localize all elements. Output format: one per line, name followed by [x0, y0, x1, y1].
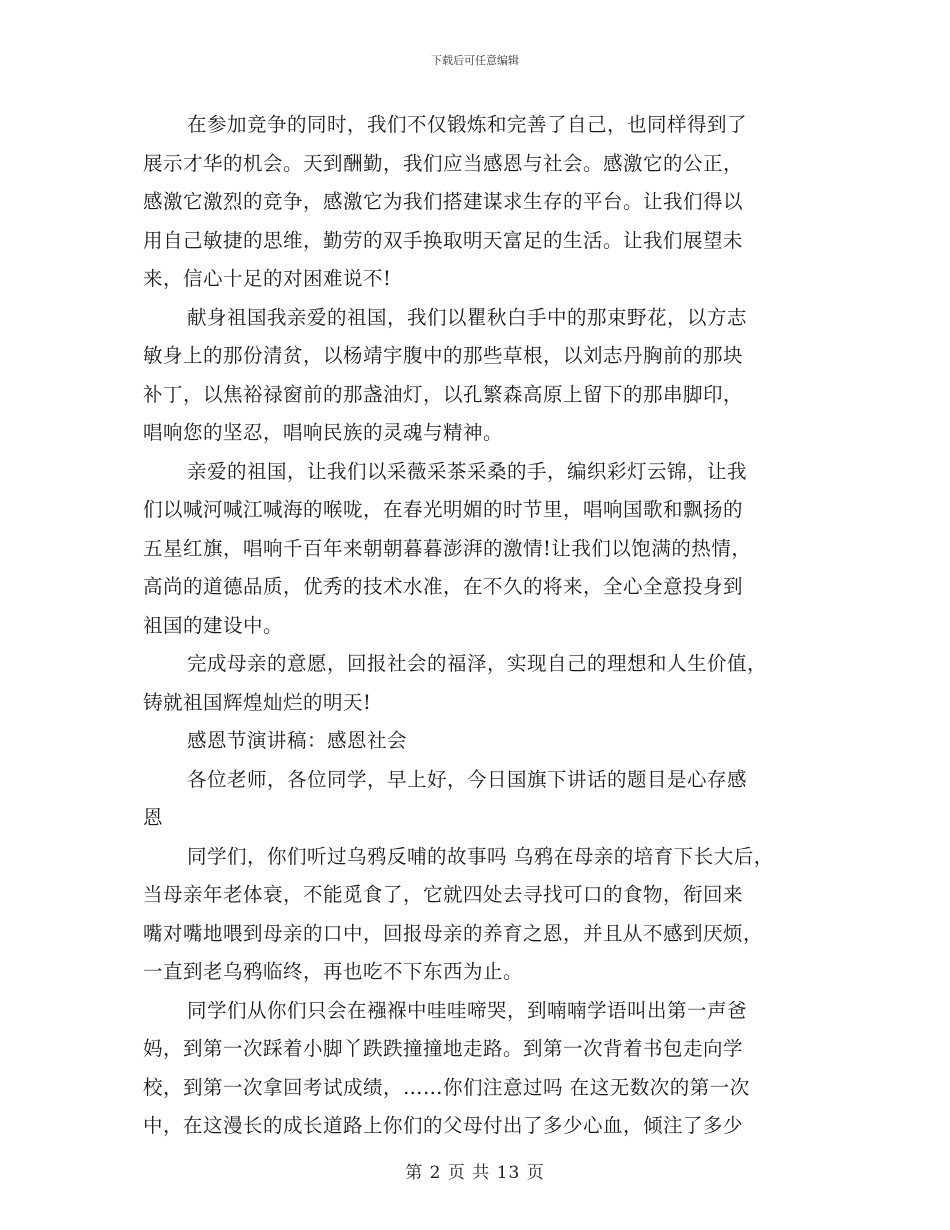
- text-line: 唱响您的坚忍，唱响民族的灵魂与精神。: [143, 421, 504, 444]
- text-line: 一直到老乌鸦临终，再也吃不下东西为止。: [143, 960, 524, 983]
- text-line: 在参加竞争的同时，我们不仅锻炼和完善了自己，也同样得到了: [187, 113, 748, 136]
- text-line: 恩: [143, 806, 164, 829]
- text-line: 用自己敏捷的思维，勤劳的双手换取明天富足的生活。让我们展望未: [143, 228, 744, 252]
- text-line: 各位老师，各位同学，早上好，今日国旗下讲话的题目是心存感: [187, 767, 748, 791]
- page-number: 第 2 页 共 13 页: [405, 1163, 545, 1183]
- text-line: 五星红旗，唱响千百年来朝朝暮暮澎湃的激情!让我们以饱满的热情，: [143, 536, 752, 560]
- page-header-note: 下载后可任意编辑: [431, 54, 519, 67]
- text-line: 来，信心十足的对困难说不!: [143, 267, 392, 290]
- text-line: 亲爱的祖国，让我们以采薇采茶采桑的手，编织彩灯云锦，让我: [187, 459, 748, 483]
- text-line: 当母亲年老体衰，不能觅食了，它就四处去寻找可口的食物，衔回来: [143, 883, 744, 906]
- text-line: 完成母亲的意愿，回报社会的福泽，实现自己的理想和人生价值，: [187, 652, 768, 675]
- text-line: 敏身上的那份清贫，以杨靖宇腹中的那些草根，以刘志丹胸前的那块: [143, 344, 744, 367]
- text-line: 校，到第一次拿回考试成绩，……你们注意过吗 在这无数次的第一次: [143, 1075, 750, 1099]
- text-line: 同学们，你们听过乌鸦反哺的故事吗 乌鸦在母亲的培育下长大后，: [187, 844, 774, 868]
- section-title: 感恩节演讲稿：感恩社会: [187, 729, 408, 752]
- text-line: 祖国的建设中。: [143, 613, 284, 637]
- text-line: 展示才华的机会。天到酬勤，我们应当感恩与社会。感激它的公正，: [143, 151, 744, 175]
- text-line: 们以喊河喊江喊海的喉咙，在春光明媚的时节里，唱响国歌和飘扬的: [143, 498, 744, 521]
- text-line: 献身祖国我亲爱的祖国，我们以瞿秋白手中的那束野花，以方志: [187, 305, 748, 329]
- text-line: 中，在这漫长的成长道路上你们的父母付出了多少心血，倾注了多少: [143, 1114, 744, 1137]
- text-line: 高尚的道德品质，优秀的技术水准，在不久的将来，全心全意投身到: [143, 575, 744, 598]
- text-line: 嘴对嘴地喂到母亲的口中，回报母亲的养育之恩，并且从不感到厌烦，: [143, 921, 764, 945]
- text-line: 妈，到第一次踩着小脚丫跌跌撞撞地走路。到第一次背着书包走向学: [143, 1037, 744, 1060]
- document-body: [143, 106, 811, 1146]
- text-line: 感激它激烈的竞争，感激它为我们搭建谋求生存的平台。让我们得以: [143, 190, 744, 213]
- text-line: 铸就祖国辉煌灿烂的明天!: [143, 690, 372, 714]
- text-line: 同学们从你们只会在襁褓中哇哇啼哭，到喃喃学语叫出第一声爸: [187, 998, 748, 1022]
- text-line: 补丁，以焦裕禄窗前的那盏油灯，以孔繁森高原上留下的那串脚印，: [143, 382, 744, 406]
